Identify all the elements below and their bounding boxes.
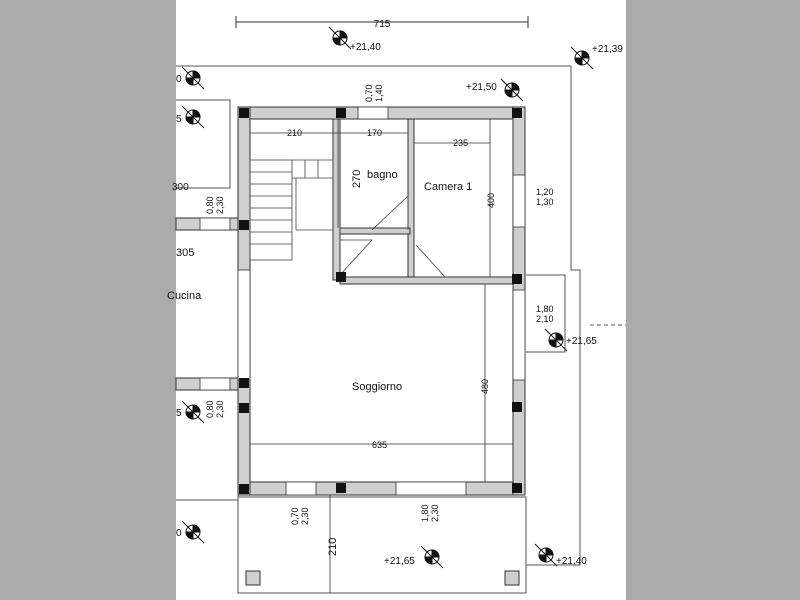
dim-living-depth: 480 — [480, 378, 490, 394]
dim-left-partial-2: 305 — [176, 247, 195, 259]
level-left-4: 0 — [176, 528, 182, 539]
level-left-3: 5 — [176, 408, 182, 419]
opening-bottom-left-w: 0,70 — [290, 507, 300, 525]
level-top-right: +21,39 — [592, 44, 623, 55]
opening-camera-h: 1,30 — [536, 197, 554, 207]
opening-living-h: 2,10 — [536, 314, 554, 324]
room-label-soggiorno: Soggiorno — [352, 381, 403, 393]
opening-left-lower-w: 0,80 — [205, 400, 215, 418]
opening-top-h: 1,40 — [374, 84, 384, 102]
dim-stair-width: 210 — [287, 128, 303, 138]
level-bottom-center: +21,65 — [384, 556, 415, 567]
room-label-bagno: bagno — [367, 169, 398, 181]
opening-left-upper-w: 0,80 — [205, 196, 215, 214]
level-left-2: 5 — [176, 114, 182, 125]
opening-bottom-left-h: 2,30 — [300, 507, 310, 525]
level-bottom-right: +21,40 — [556, 556, 587, 567]
level-top-center: +21,40 — [350, 42, 381, 53]
dim-living-width: 635 — [372, 440, 388, 450]
opening-camera-w: 1,20 — [536, 187, 554, 197]
level-left-1: 0 — [176, 74, 182, 85]
opening-left-lower-h: 2,30 — [215, 400, 225, 418]
room-label-cucina: Cucina — [167, 290, 202, 302]
opening-bottom-right-w: 1,80 — [420, 504, 430, 522]
opening-bottom-right-h: 2,30 — [430, 504, 440, 522]
level-right-side: +21,65 — [566, 336, 597, 347]
opening-left-upper-h: 2,30 — [215, 196, 225, 214]
dim-bath-width: 170 — [367, 128, 383, 138]
dim-porch-depth: 210 — [327, 537, 339, 556]
room-label-camera: Camera 1 — [424, 181, 473, 193]
dim-left-partial-1: 300 — [172, 182, 189, 193]
dim-camera-depth: 400 — [486, 192, 496, 208]
level-near-room: +21,50 — [466, 82, 497, 93]
dim-bath-depth: 270 — [351, 169, 363, 188]
dim-camera-width: 235 — [453, 138, 469, 148]
opening-living-w: 1,80 — [536, 304, 554, 314]
opening-top-w: 0,70 — [364, 84, 374, 102]
dim-overall: 715 — [373, 19, 391, 30]
